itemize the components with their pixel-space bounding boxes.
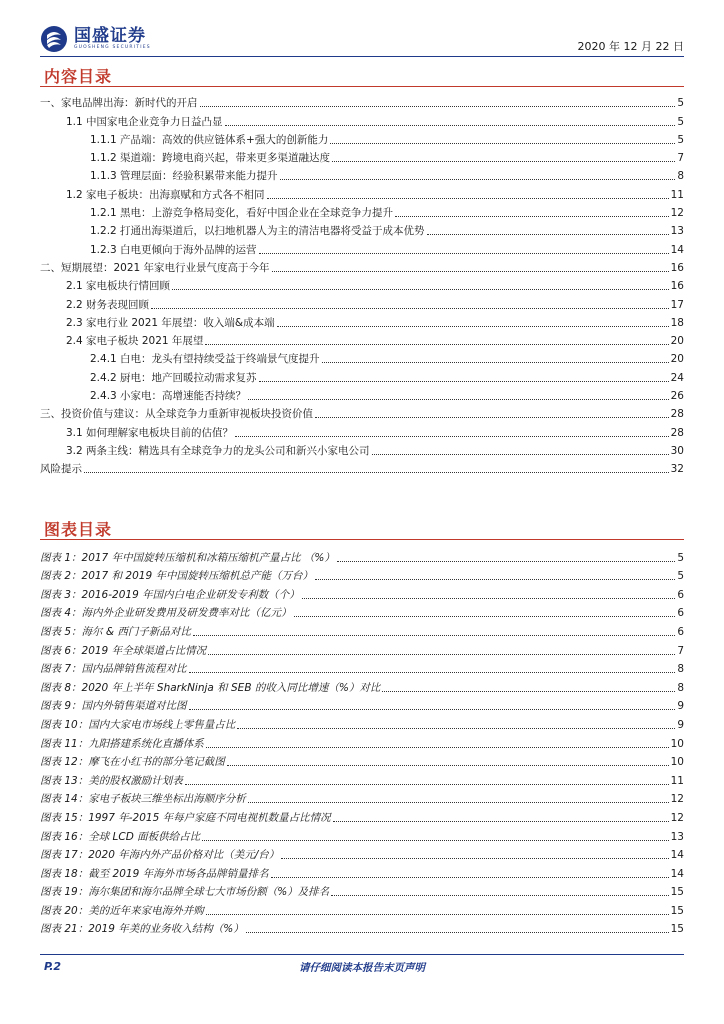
toc-entry[interactable] xyxy=(40,366,684,384)
dot-leader xyxy=(259,253,669,254)
dot-leader xyxy=(331,895,668,896)
dot-leader xyxy=(315,579,675,580)
figure-entry-text: 图表 16：全球 LCD 面板供给占比 xyxy=(40,830,201,843)
figure-entry-text: 图表 3：2016-2019 年国内白电企业研发专利数（个） xyxy=(40,588,300,601)
dot-leader xyxy=(235,436,669,437)
figure-entry[interactable] xyxy=(40,639,684,658)
figure-entry-page-number: 5 xyxy=(677,551,684,564)
report-date: 2020 年 12 月 22 日 xyxy=(577,40,684,53)
figure-entry[interactable] xyxy=(40,825,684,844)
figure-entry-text: 图表 15：1997 年-2015 年每户家庭不同电视机数量占比情况 xyxy=(40,811,331,824)
header-divider xyxy=(40,56,684,57)
figure-entry-text: 图表 19：海尔集团和海尔品牌全球七大市场份额（%）及排名 xyxy=(40,886,330,899)
figure-entry-text: 图表 12：摩飞在小红书的部分笔记截图 xyxy=(40,756,225,769)
toc-entry[interactable] xyxy=(40,110,684,128)
figure-entry[interactable] xyxy=(40,769,684,788)
dot-leader xyxy=(200,106,676,107)
toc-entry-page-number: 28 xyxy=(670,426,684,439)
figure-entry[interactable] xyxy=(40,862,684,881)
toc-entry[interactable] xyxy=(40,421,684,439)
figure-entry-text: 图表 11：九阳搭建系统化直播体系 xyxy=(40,737,204,750)
footer-divider xyxy=(40,954,684,955)
figure-entry-text: 图表 6：2019 年全球渠道占比情况 xyxy=(40,644,207,657)
dot-leader xyxy=(206,914,669,915)
toc-entry-page-number: 13 xyxy=(670,225,684,238)
toc-entry-page-number: 26 xyxy=(670,390,684,403)
toc-entry-text: 1.2.2 打通出海渠道后，以扫地机器人为主的清洁电器将受益于成本优势 xyxy=(90,225,425,238)
toc-entry[interactable] xyxy=(40,147,684,165)
dot-leader xyxy=(395,216,669,217)
toc-entry-text: 1.1 中国家电企业竞争力日益凸显 xyxy=(66,115,223,128)
toc-entry-text: 3.2 两条主线：精选具有全球竞争力的龙头公司和新兴小家电公司 xyxy=(66,444,370,457)
figure-entry-text: 图表 18：截至 2019 年海外市场各品牌销量排名 xyxy=(40,867,269,880)
dot-leader xyxy=(427,234,669,235)
dot-leader xyxy=(330,143,675,144)
toc-entry-text: 1.1.2 渠道端：跨境电商兴起，带来更多渠道融达度 xyxy=(90,152,331,165)
toc-entry-page-number: 28 xyxy=(670,408,684,421)
figure-entry-page-number: 8 xyxy=(677,681,684,694)
toc-entry-page-number: 20 xyxy=(670,335,684,348)
figure-entry-text: 图表 14：家电子板块三维坐标出海顺序分析 xyxy=(40,793,246,806)
toc-entry-text: 风险提示 xyxy=(40,463,82,476)
dot-leader xyxy=(202,840,668,841)
figure-entry[interactable] xyxy=(40,620,684,639)
figure-entry-text: 图表 10：国内大家电市场线上零售量占比 xyxy=(40,718,236,731)
dot-leader xyxy=(277,326,669,327)
company-logo xyxy=(40,22,151,56)
toc-entry-page-number: 24 xyxy=(670,371,684,384)
toc-entry-page-number: 30 xyxy=(670,444,684,457)
toc-entry-text: 2.4.2 厨电：地产回暖拉动需求复苏 xyxy=(90,371,257,384)
toc-entry[interactable] xyxy=(40,238,684,256)
dot-leader xyxy=(84,472,669,473)
dot-leader xyxy=(206,747,669,748)
toc-entry-text: 2.2 财务表现回顾 xyxy=(66,298,150,311)
figure-entry[interactable] xyxy=(40,676,684,695)
dot-leader xyxy=(372,454,669,455)
figure-entry-page-number: 9 xyxy=(677,700,684,713)
figure-entry-text: 图表 8：2020 年上半年 SharkNinja 和 SEB 的收入同比增速（%）对比 xyxy=(40,681,381,694)
figure-entry[interactable] xyxy=(40,546,684,565)
toc-entry-page-number: 17 xyxy=(670,298,684,311)
figure-entry-page-number: 15 xyxy=(670,923,684,936)
dot-leader xyxy=(281,858,668,859)
figure-entry[interactable] xyxy=(40,788,684,807)
dot-leader xyxy=(280,179,676,180)
contents-title: 内容目录 xyxy=(44,67,113,86)
dot-leader xyxy=(248,802,669,803)
toc-entry-page-number: 5 xyxy=(677,133,684,146)
page-number: P.2 xyxy=(44,960,62,973)
toc-entry-page-number: 11 xyxy=(670,188,684,201)
dot-leader xyxy=(322,362,669,363)
toc-entry-page-number: 18 xyxy=(670,316,684,329)
toc-entry[interactable] xyxy=(40,275,684,293)
figure-entry-text: 图表 5：海尔 & 西门子新品对比 xyxy=(40,625,191,638)
figure-entry-page-number: 6 xyxy=(677,588,684,601)
toc-entry-page-number: 16 xyxy=(670,280,684,293)
figure-entry-page-number: 12 xyxy=(670,811,684,824)
toc-entry-page-number: 32 xyxy=(670,463,684,476)
figure-entry-page-number: 12 xyxy=(670,793,684,806)
figure-entry[interactable] xyxy=(40,881,684,900)
figure-entry[interactable] xyxy=(40,918,684,937)
disclaimer-note: 请仔细阅读本报告末页声明 xyxy=(299,962,425,974)
dot-leader xyxy=(259,381,669,382)
toc-entry[interactable] xyxy=(40,293,684,311)
dot-leader xyxy=(237,728,675,729)
toc-entry-text: 三、投资价值与建议：从全球竞争力重新审视板块投资价值 xyxy=(40,408,313,421)
figure-entry-page-number: 11 xyxy=(670,774,684,787)
dot-leader xyxy=(193,635,675,636)
figures-title: 图表目录 xyxy=(44,520,113,539)
toc-entry[interactable] xyxy=(40,220,684,238)
figure-entry-text: 图表 9：国内外销售渠道对比图 xyxy=(40,700,187,713)
figure-entry-text: 图表 20：美的近年来家电海外并购 xyxy=(40,904,204,917)
brand-name-en: GUOSHENG SECURITIES xyxy=(74,45,151,50)
dot-leader xyxy=(272,271,669,272)
contents-title-divider xyxy=(40,86,684,87)
dot-leader xyxy=(185,784,669,785)
figure-entry-page-number: 8 xyxy=(677,663,684,676)
toc-entry-text: 二、短期展望：2021 年家电行业景气度高于今年 xyxy=(40,261,270,274)
dot-leader xyxy=(271,877,669,878)
figure-entry-page-number: 15 xyxy=(670,886,684,899)
figure-entry-page-number: 6 xyxy=(677,625,684,638)
toc-entry[interactable] xyxy=(40,165,684,183)
toc-entry-text: 1.2 家电子板块：出海禀赋和方式各不相同 xyxy=(66,188,265,201)
figure-entry-text: 图表 17：2020 年海内外产品价格对比（美元/台） xyxy=(40,849,280,862)
dot-leader xyxy=(302,598,676,599)
toc-entry[interactable] xyxy=(40,129,684,147)
figure-entry[interactable] xyxy=(40,806,684,825)
toc-entry-page-number: 16 xyxy=(670,261,684,274)
toc-entry-text: 1.2.3 白电更倾向于海外品牌的运营 xyxy=(90,243,257,256)
figure-entry-page-number: 15 xyxy=(670,904,684,917)
figure-entry-page-number: 9 xyxy=(677,718,684,731)
figure-entry-text: 图表 13：美的股权激励计划表 xyxy=(40,774,183,787)
dot-leader xyxy=(225,125,676,126)
guosheng-logo-icon xyxy=(40,25,68,53)
toc-entry-page-number: 14 xyxy=(670,243,684,256)
toc-entry[interactable] xyxy=(40,92,684,110)
figure-entry-page-number: 10 xyxy=(670,737,684,750)
dot-leader xyxy=(189,709,676,710)
figure-entry-text: 图表 21：2019 年美的业务收入结构（%） xyxy=(40,923,244,936)
figure-entry-page-number: 14 xyxy=(670,849,684,862)
figure-entry[interactable] xyxy=(40,713,684,732)
figure-entry[interactable] xyxy=(40,751,684,770)
dot-leader xyxy=(315,417,669,418)
dot-leader xyxy=(172,289,669,290)
figure-entry-page-number: 6 xyxy=(677,607,684,620)
figure-entry[interactable] xyxy=(40,602,684,621)
toc-entry-text: 一、家电品牌出海：新时代的开启 xyxy=(40,97,198,110)
dot-leader xyxy=(205,344,668,345)
figure-entry-text: 图表 2：2017 和 2019 年中国旋转压缩机总产能（万台） xyxy=(40,570,313,583)
figure-entry[interactable] xyxy=(40,658,684,677)
toc-entry[interactable] xyxy=(40,202,684,220)
toc-entry-text: 2.4 家电子板块 2021 年展望 xyxy=(66,335,204,348)
toc-entry[interactable] xyxy=(40,348,684,366)
figure-entry-text: 图表 1：2017 年中国旋转压缩机和冰箱压缩机产量占比 （%） xyxy=(40,551,335,564)
figure-entry-page-number: 13 xyxy=(670,830,684,843)
dot-leader xyxy=(189,672,676,673)
dot-leader xyxy=(332,161,675,162)
figures-title-divider xyxy=(40,539,684,540)
figure-entry[interactable] xyxy=(40,565,684,584)
figure-entry-page-number: 10 xyxy=(670,756,684,769)
toc-entry[interactable] xyxy=(40,257,684,275)
toc-entry-page-number: 8 xyxy=(677,170,684,183)
toc-entry[interactable] xyxy=(40,403,684,421)
toc-entry-text: 1.2.1 黑电：上游竞争格局变化，看好中国企业在全球竞争力提升 xyxy=(90,207,394,220)
toc-entry-text: 2.1 家电板块行情回顾 xyxy=(66,280,171,293)
toc-entry[interactable] xyxy=(40,458,684,476)
dot-leader xyxy=(208,654,675,655)
figure-entry[interactable] xyxy=(40,583,684,602)
figure-entry[interactable] xyxy=(40,732,684,751)
toc-entry-text: 2.4.1 白电：龙头有望持续受益于终端景气度提升 xyxy=(90,353,320,366)
figure-entry-page-number: 14 xyxy=(670,867,684,880)
dot-leader xyxy=(337,561,675,562)
toc-entry-text: 2.3 家电行业 2021 年展望：收入端&成本端 xyxy=(66,316,275,329)
dot-leader xyxy=(333,821,669,822)
figure-entry-text: 图表 7：国内品牌销售流程对比 xyxy=(40,663,187,676)
figure-entry-page-number: 7 xyxy=(677,644,684,657)
toc-entry-page-number: 12 xyxy=(670,207,684,220)
dot-leader xyxy=(267,198,669,199)
page-header xyxy=(40,22,684,56)
dot-leader xyxy=(382,691,675,692)
toc-entry-text: 1.1.1 产品端：高效的供应链体系+强大的创新能力 xyxy=(90,133,329,146)
toc-entry[interactable] xyxy=(40,440,684,458)
figure-entry-page-number: 5 xyxy=(677,570,684,583)
table-of-contents xyxy=(40,92,684,476)
brand-name-cn: 国盛证券 xyxy=(74,26,146,46)
figure-entry[interactable] xyxy=(40,844,684,863)
toc-entry[interactable] xyxy=(40,183,684,201)
dot-leader xyxy=(246,932,669,933)
dot-leader xyxy=(151,308,669,309)
toc-entry-page-number: 7 xyxy=(677,152,684,165)
toc-entry-text: 1.1.3 管理层面：经验积累带来能力提升 xyxy=(90,170,278,183)
toc-entry-text: 2.4.3 小家电：高增速能否持续？ xyxy=(90,390,247,403)
toc-entry[interactable] xyxy=(40,330,684,348)
dot-leader xyxy=(248,399,669,400)
toc-entry-page-number: 5 xyxy=(677,97,684,110)
dot-leader xyxy=(294,616,676,617)
figure-entry[interactable] xyxy=(40,899,684,918)
figure-entry-text: 图表 4：海内外企业研发费用及研发费率对比（亿元） xyxy=(40,607,292,620)
figure-entry[interactable] xyxy=(40,695,684,714)
dot-leader xyxy=(227,765,669,766)
toc-entry[interactable] xyxy=(40,312,684,330)
toc-entry-page-number: 5 xyxy=(677,115,684,128)
toc-entry[interactable] xyxy=(40,385,684,403)
toc-entry-text: 3.1 如何理解家电板块目前的估值？ xyxy=(66,426,234,439)
toc-entry-page-number: 20 xyxy=(670,353,684,366)
list-of-figures xyxy=(40,546,684,936)
